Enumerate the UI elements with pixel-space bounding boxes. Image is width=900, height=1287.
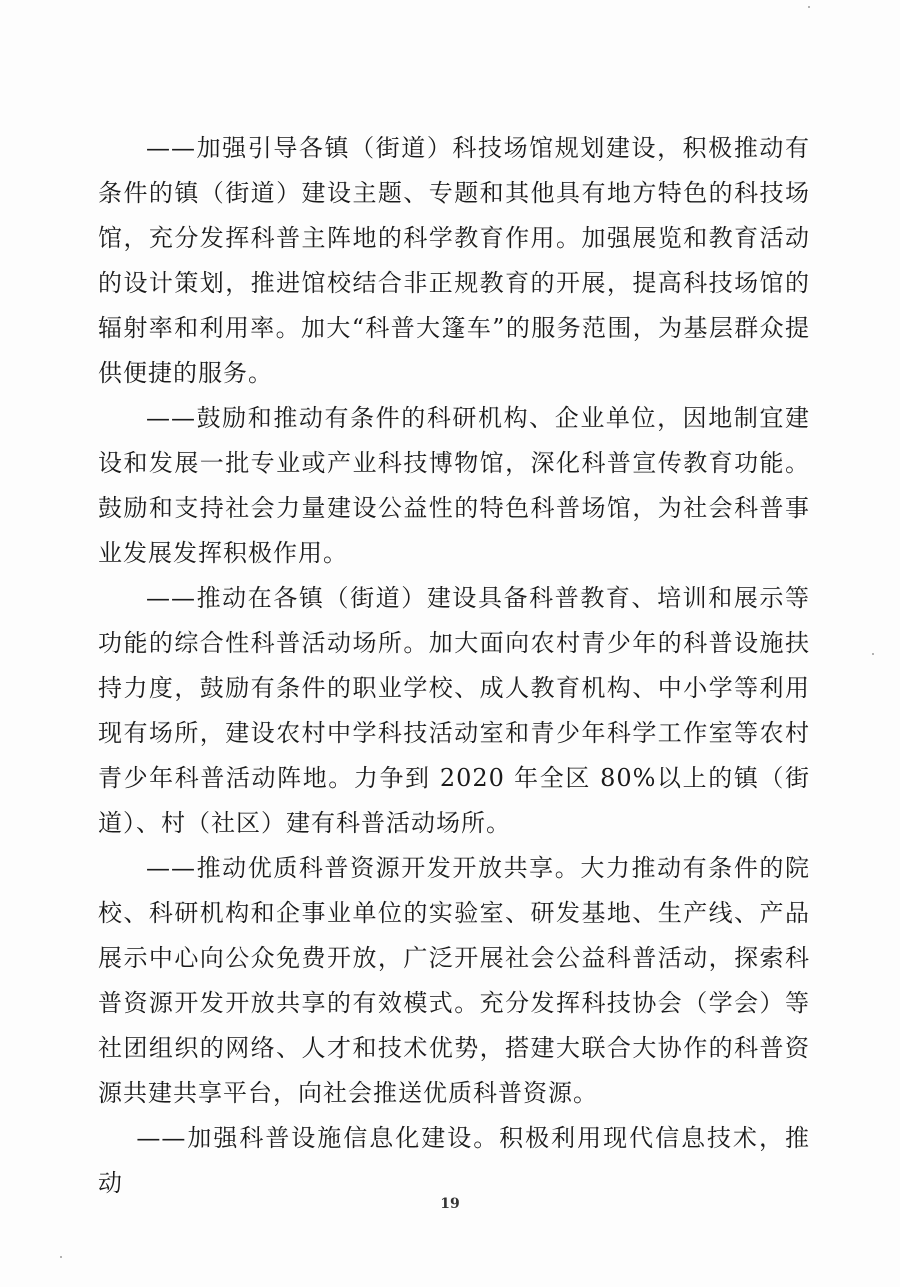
page-number: 19 [440,1196,460,1212]
scan-speck [872,653,874,655]
paragraph-venue-planning: ——加强引导各镇（街道）科技场馆规划建设，积极推动有条件的镇（街道）建设主题、专题和其他具有地方特色的科技场馆，充分发挥科普主阵地的科学教育作用。加强展览和教育活动的设计策划，推进馆校结合非正规教育的开展，提高科技场馆的辐射率和利用率。加大“科普大篷车”的服务范围，为基层群众提供便捷的服务。 [98,134,810,387]
document-body [98,126,810,1206]
scan-speck [808,6,810,8]
paragraph-resource-sharing: ——推动优质科普资源开发开放共享。大力推动有条件的院校、科研机构和企事业单位的实验室、研发基地、生产线、产品展示中心向公众免费开放，广泛开展社会公益科普活动，探索科普资源开发开放共享的有效模式。充分发挥科技协会（学会）等社团组织的网络、人才和技术优势，搭建大联合大协作的科普资源共建共享平台，向社会推送优质科普资源。 [98,854,810,1107]
paragraph-informatization: ——加强科普设施信息化建设。积极利用现代信息技术，推动 [98,1124,810,1197]
paragraph-activity-venues: ——推动在各镇（街道）建设具备科普教育、培训和展示等功能的综合性科普活动场所。加大面向农村青少年的科普设施扶持力度，鼓励有条件的职业学校、成人教育机构、中小学等利用现有场所，建设农村中学科技活动室和青少年科学工作室等农村青少年科普活动阵地。力争到 2020 年全区 80%以上的镇（街道）、村（社区）建有科普活动场所。 [98,584,810,837]
paragraph-industry-museums: ——鼓励和推动有条件的科研机构、企业单位，因地制宜建设和发展一批专业或产业科技博物馆，深化科普宣传教育功能。鼓励和支持社会力量建设公益性的特色科普场馆，为社会科普事业发展发挥积极作用。 [98,404,810,567]
scan-speck [60,1256,62,1258]
